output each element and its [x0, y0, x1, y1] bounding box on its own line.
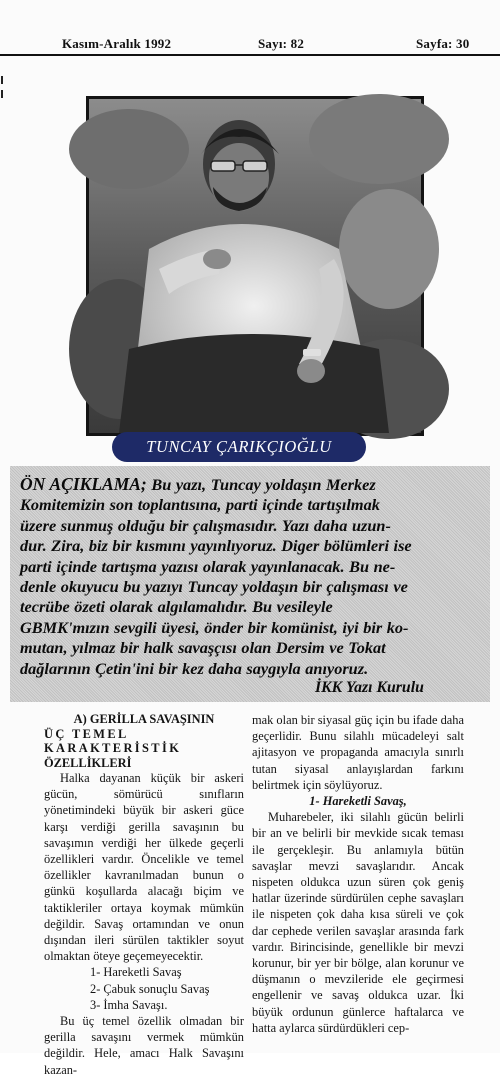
right-column — [252, 712, 464, 1036]
list-item: 3- İmha Savaşı. — [90, 997, 168, 1012]
intro-line: Komitemizin son toplantısına, parti içinde tartışılmak — [20, 495, 380, 515]
intro-line: dağlarının Çetin'ini bir kez daha saygıyla anıyoruz. — [20, 658, 369, 678]
section-heading-line: ÜÇ TEMEL KARAKTERİSTİK — [44, 726, 182, 755]
portrait-photo-image — [89, 99, 421, 433]
edge-mark — [1, 90, 3, 98]
intro-text — [20, 474, 460, 679]
section-heading-line: A) GERİLLA SAVAŞININ — [73, 712, 215, 726]
list-item: 2- Çabuk sonuçlu Savaş — [90, 981, 210, 996]
list-item: 1- Hareketli Savaş — [90, 965, 182, 980]
intro-lead: ÖN AÇIKLAMA; — [20, 474, 147, 494]
intro-line: mutan, yılmaz bir halk savaşçısı olan Dersim ve Tokat — [20, 638, 386, 658]
intro-line: dur. Zira, biz bir kısmını yayınlıyoruz. Diger bölümleri ise — [20, 536, 412, 556]
section-heading-line: ÖZELLİKLERİ — [44, 755, 132, 770]
edge-mark — [1, 76, 3, 84]
intro-line: üzere sunmuş olduğu bir çalışmasıdır. Yazı daha uzun- — [20, 515, 391, 535]
body-paragraph: Bu üç temel özellik olmadan bir gerilla savaşını vermek mümkün değildir. Hele, amacı Halk Savaşını kazan- — [44, 1014, 244, 1077]
intro-line: denle okuyucu bu yazıyı Tuncay yoldaşın bir çalışması ve — [20, 577, 408, 597]
person-name: TUNCAY ÇARIKÇIOĞLU — [146, 437, 332, 456]
intro-line: parti içinde tartışma yazısı olarak yayınlanacak. Bu ne- — [20, 556, 396, 576]
intro-signature: İKK Yazı Kurulu — [315, 679, 424, 696]
war-types-list — [44, 964, 244, 1013]
page-number: Sayfa: 30 — [416, 36, 470, 51]
body-paragraph: Halka dayanan küçük bir askeri gücün, sömürücü sınıfların yönetimindeki büyük bir askeri güce karşı verdiği gerilla savaşının bu savaşımın verdiği her ülkede geçerli özellikleri vardır. Öncelikle ve temel özellikler kavranılmadan bunun o günkü koşullarda alacağı biçim ve taktikleriler ortaya koymak mümkün değildir. Savaş ortamından ve onun dışından ileri sürülen taktikler soyut olmaktan öteye geçemeyecektir. — [44, 771, 244, 964]
name-banner — [112, 432, 366, 462]
portrait-photo — [86, 96, 424, 436]
body-paragraph: mak olan bir siyasal güç için bu ifade daha geçerlidir. Bunu silahlı mücadeleyi salt ajitasyon ve propaganda amacıyla sınırlı tutan siyasal anlayışlardan farkını belirtmek için söylüyoruz. — [252, 713, 464, 792]
header-rule — [0, 54, 500, 56]
issue-number: Sayı: 82 — [258, 36, 305, 51]
intro-line: GBMK'mızın sevgili üyesi, önder bir komünist, iyi bir ko- — [20, 617, 409, 637]
intro-line: Bu yazı, Tuncay yoldaşın Merkez — [146, 475, 376, 494]
issue-date: Kasım-Aralık 1992 — [62, 36, 172, 51]
edge-marks — [0, 70, 6, 110]
page-header — [0, 30, 500, 60]
intro-line: tecrübe özeti olarak algılamalıdır. Bu vesileyle — [20, 597, 333, 617]
subsection-heading: 1- Hareketli Savaş, — [309, 794, 407, 809]
left-column — [44, 712, 244, 1078]
body-paragraph: Muharebeler, iki silahlı gücün belirli bir an ve belirli bir mevkide sıcak teması ile gerçekleşir. Bu anlamıyla bütün savaşlar mevzi savaşlarıdır. Ancak nispeten oldukca uzun süren çok geniş hatlar üzerinde sürdürülen cephe savaşları ile nispeten çok daha kısa süreli ve çok dar cephede verilen savaşlar arasında fark vardır. Birincisinde, genellikle bir mevzi korunur, bir yer bir bölge, alan korunur ve düşmanın o mevzileride ele geçirmesi engellenir ve savaş oldukca uzar. İki büyük ordunun günlerce haftalarca ve hatta aylarca sürdürdükleri cep- — [252, 810, 464, 1035]
section-heading — [44, 712, 244, 770]
